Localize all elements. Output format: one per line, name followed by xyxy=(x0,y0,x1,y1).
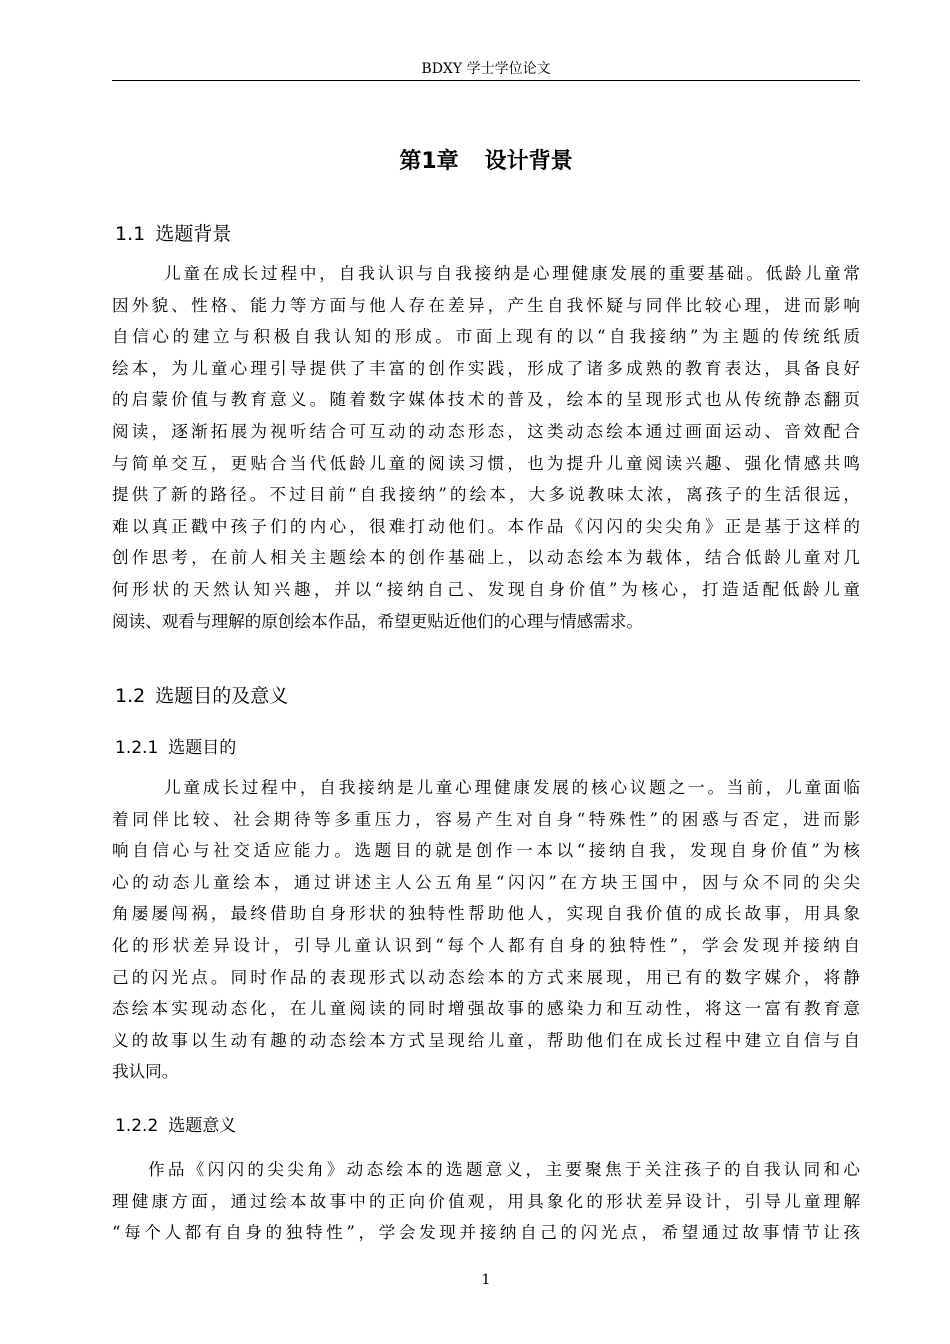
chapter-title-text: 设计背景 xyxy=(484,149,573,174)
paragraph-line: 态绘本实现动态化，在儿童阅读的同时增强故事的感染力和互动性，将这一富有教育意 xyxy=(112,999,860,1019)
section-number: 1.1 xyxy=(115,223,146,245)
chapter-title xyxy=(112,146,860,178)
subsection-heading-1-2-1 xyxy=(115,736,236,760)
subsection-title: 选题意义 xyxy=(168,1116,237,1136)
paragraph-line: 阅读、观看与理解的原创绘本作品，希望更贴近他们的心理与情感需求。 xyxy=(112,611,643,631)
paragraph-line: 难以真正戳中孩子们的内心，很难打动他们。本作品《闪闪的尖尖角》正是基于这样的 xyxy=(112,516,860,536)
section-heading-1-1 xyxy=(115,221,231,247)
running-header: BDXY 学士学位论文 xyxy=(421,61,551,77)
subsection-title: 选题目的 xyxy=(168,738,237,758)
paragraph-line: 着同伴比较、社会期待等多重压力，容易产生对自身“特殊性”的困惑与否定，进而影 xyxy=(112,809,860,829)
chapter-number: 第1章 xyxy=(399,149,459,174)
section-title: 选题目的及意义 xyxy=(155,685,289,707)
subsection-number: 1.2.1 xyxy=(115,738,159,758)
section-title: 选题背景 xyxy=(155,223,232,245)
paragraph-line: 创作思考，在前人相关主题绘本的创作基础上，以动态绘本为载体，结合低龄儿童对几 xyxy=(112,548,860,568)
paragraph-purpose xyxy=(112,772,860,1088)
paragraph-significance xyxy=(112,1154,860,1249)
paragraph-background xyxy=(112,258,860,637)
paragraph-line: 绘本，为儿童心理引导提供了丰富的创作实践，形成了诸多成熟的教育表达，具备良好 xyxy=(112,358,860,378)
section-number: 1.2 xyxy=(115,685,146,707)
page-number: 1 xyxy=(481,1272,491,1288)
paragraph-line: 我认同。 xyxy=(112,1062,179,1082)
paragraph-line: 提供了新的路径。不过目前“自我接纳”的绘本，大多说教味太浓，离孩子的生活很远， xyxy=(112,485,860,505)
paragraph-line: 化的形状差异设计，引导儿童认识到“每个人都有自身的独特性”，学会发现并接纳自 xyxy=(112,935,860,955)
subsection-heading-1-2-2 xyxy=(115,1114,236,1138)
subsection-number: 1.2.2 xyxy=(115,1116,159,1136)
paragraph-line: 的启蒙价值与教育意义。随着数字媒体技术的普及，绘本的呈现形式也从传统静态翻页 xyxy=(112,390,860,410)
paragraph-line: 因外貌、性格、能力等方面与他人存在差异，产生自我怀疑与同伴比较心理，进而影响 xyxy=(112,295,860,315)
paragraph-line: 义的故事以生动有趣的动态绘本方式呈现给儿童，帮助他们在成长过程中建立自信与自 xyxy=(112,1030,860,1050)
paragraph-line: 心的动态儿童绘本，通过讲述主人公五角星“闪闪”在方块王国中，因与众不同的尖尖 xyxy=(112,872,860,892)
paragraph-line: 何形状的天然认知兴趣，并以“接纳自己、发现自身价值”为核心，打造适配低龄儿童 xyxy=(112,579,860,599)
paragraph-line: 角屡屡闯祸，最终借助自身形状的独特性帮助他人，实现自我价值的成长故事，用具象 xyxy=(112,904,860,924)
paragraph-line: 响自信心与社交适应能力。选题目的就是创作一本以“接纳自我，发现自身价值”为核 xyxy=(112,841,860,861)
paragraph-line: 与简单交互，更贴合当代低龄儿童的阅读习惯，也为提升儿童阅读兴趣、强化情感共鸣 xyxy=(112,453,860,473)
paragraph-line: 阅读，逐渐拓展为视听结合可互动的动态形态，这类动态绘本通过画面运动、音效配合 xyxy=(112,421,860,441)
header-rule xyxy=(112,80,860,81)
paragraph-line: 作品《闪闪的尖尖角》动态绘本的选题意义，主要聚焦于关注孩子的自我认同和心 xyxy=(148,1160,860,1179)
paragraph-line: 自信心的建立与积极自我认知的形成。市面上现有的以“自我接纳”为主题的传统纸质 xyxy=(112,327,860,347)
paragraph-line: 儿童在成长过程中，自我认识与自我接纳是心理健康发展的重要基础。低龄儿童常 xyxy=(164,264,860,283)
section-heading-1-2 xyxy=(115,683,288,709)
paragraph-line: 己的闪光点。同时作品的表现形式以动态绘本的方式来展现，用已有的数字媒介，将静 xyxy=(112,967,860,987)
paragraph-line: 儿童成长过程中，自我接纳是儿童心理健康发展的核心议题之一。当前，儿童面临 xyxy=(164,778,860,797)
paragraph-line: “每个人都有自身的独特性”，学会发现并接纳自己的闪光点，希望通过故事情节让孩 xyxy=(112,1223,860,1243)
paragraph-line: 理健康方面，通过绘本故事中的正向价值观，用具象化的形状差异设计，引导儿童理解 xyxy=(112,1191,860,1211)
